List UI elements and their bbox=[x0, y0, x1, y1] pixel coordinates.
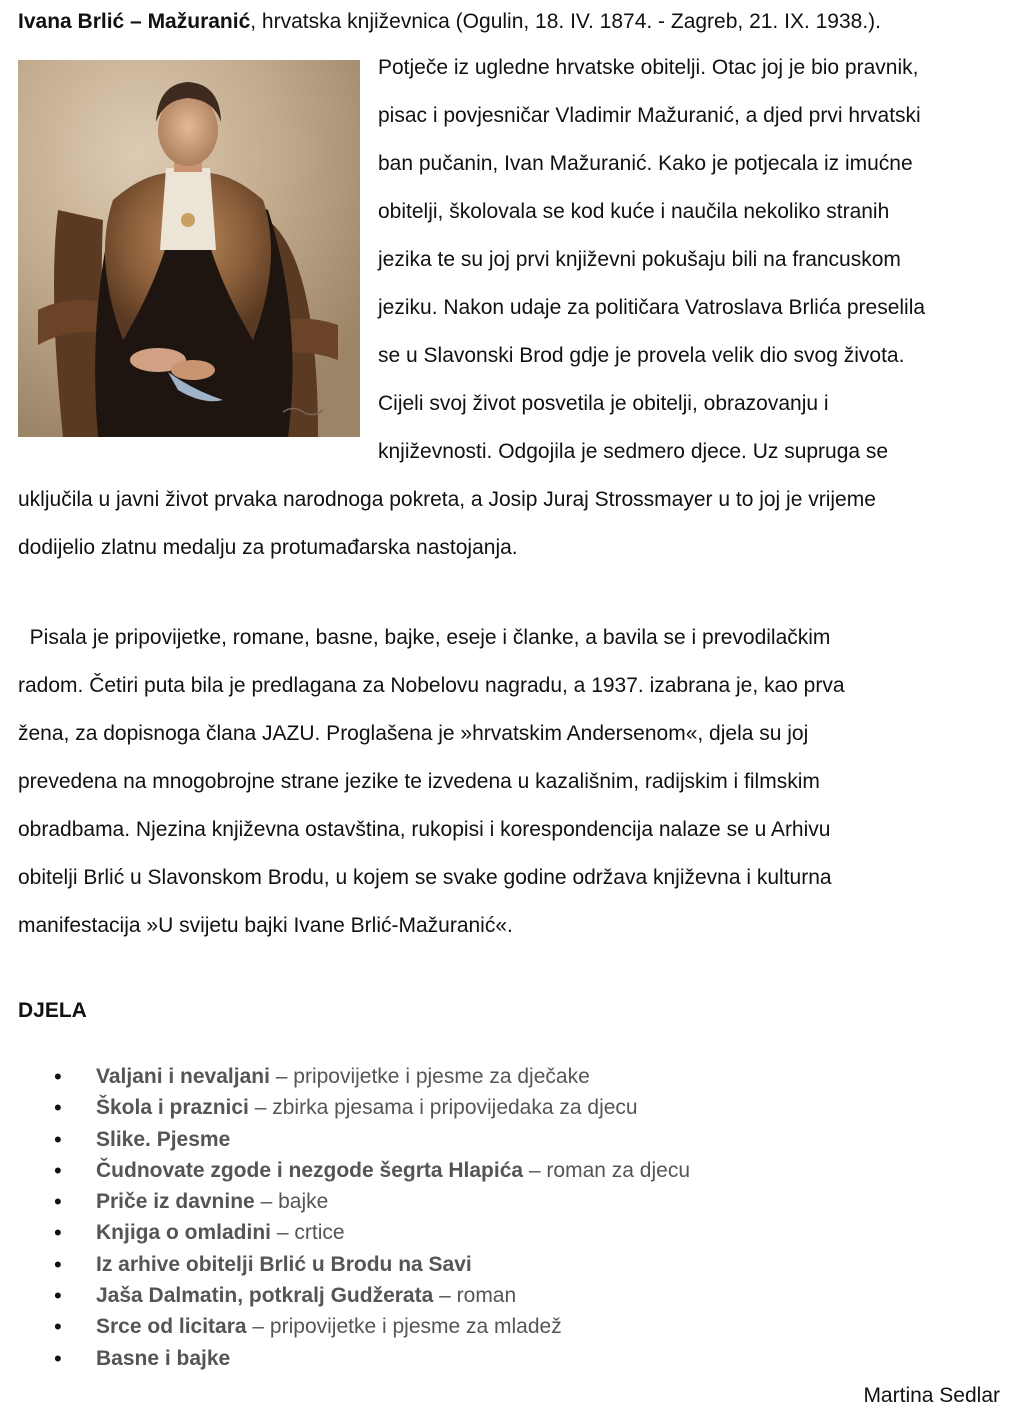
work-entry bbox=[96, 1124, 230, 1155]
work-entry bbox=[96, 1155, 690, 1186]
bio-line: jeziku. Nakon udaje za političara Vatroslava Brlića preselila bbox=[378, 296, 926, 319]
work-title: Slike. Pjesme bbox=[96, 1127, 231, 1151]
bullet-icon: • bbox=[54, 1157, 62, 1183]
bio-line: pisac i povjesničar Vladimir Mažuranić, a djed prvi hrvatski bbox=[378, 104, 921, 127]
work-title: Knjiga o omladini bbox=[96, 1221, 272, 1245]
work-title: Srce od licitara bbox=[96, 1315, 247, 1339]
portrait-painting-icon bbox=[18, 60, 360, 437]
bullet-icon: • bbox=[54, 1126, 62, 1152]
list-item bbox=[0, 1124, 1000, 1155]
work-description: – crtice bbox=[271, 1221, 345, 1245]
bullet-icon: • bbox=[54, 1283, 62, 1309]
works-list bbox=[0, 1061, 1000, 1374]
work-title: Basne i bajke bbox=[96, 1346, 231, 1370]
intro-line bbox=[18, 6, 1008, 38]
author-birth-death: , hrvatska književnica (Ogulin, 18. IV. 1874. - Zagreb, 21. IX. 1938.). bbox=[250, 10, 881, 33]
bullet-icon: • bbox=[54, 1251, 62, 1277]
portrait-image bbox=[18, 60, 360, 437]
work-entry bbox=[96, 1249, 472, 1280]
list-item bbox=[0, 1092, 1000, 1123]
work-description: – bajke bbox=[254, 1190, 329, 1214]
work-entry bbox=[96, 1217, 345, 1248]
work-entry bbox=[96, 1061, 590, 1092]
works-overview-paragraph bbox=[18, 614, 1008, 950]
bullet-icon: • bbox=[54, 1095, 62, 1121]
paragraph-line: radom. Četiri puta bila je predlagana za Nobelovu nagradu, a 1937. izabrana je, kao prva bbox=[18, 674, 845, 697]
work-description: – pripovijetke i pjesme za dječake bbox=[269, 1065, 590, 1088]
bullet-icon: • bbox=[54, 1345, 62, 1371]
bio-line: Cijeli svoj život posvetila je obitelji, obrazovanju i bbox=[378, 392, 829, 415]
bullet-icon: • bbox=[54, 1220, 62, 1246]
bio-line: književnosti. Odgojila je sedmero djece. Uz supruga se bbox=[378, 440, 889, 463]
biography-full-width bbox=[18, 476, 1008, 572]
work-title: Priče iz davnine bbox=[96, 1190, 255, 1214]
bio-line: Potječe iz ugledne hrvatske obitelji. Otac joj je bio pravnik, bbox=[378, 56, 919, 79]
paragraph-line: Pisala je pripovijetke, romane, basne, bajke, eseje i članke, a bavila se i prevodilačkim bbox=[18, 626, 831, 649]
author-name: Ivana Brlić – Mažuranić bbox=[18, 10, 251, 33]
work-entry bbox=[96, 1186, 328, 1217]
list-item bbox=[0, 1155, 1000, 1186]
bullet-icon: • bbox=[54, 1189, 62, 1215]
list-item bbox=[0, 1061, 1000, 1092]
work-entry bbox=[96, 1343, 230, 1374]
work-entry bbox=[96, 1092, 638, 1123]
list-item bbox=[0, 1249, 1000, 1280]
bullet-icon: • bbox=[54, 1314, 62, 1340]
paragraph-line: obradbama. Njezina književna ostavština, rukopisi i korespondencija nalaze se u Arhivu bbox=[18, 818, 831, 841]
bio-line: obitelji, školovala se kod kuće i naučila nekoliko stranih bbox=[378, 200, 890, 223]
work-title: Iz arhive obitelji Brlić u Brodu na Savi bbox=[96, 1252, 472, 1276]
list-item bbox=[0, 1343, 1000, 1374]
biography-wrapped bbox=[378, 44, 1008, 476]
work-description: – roman za djecu bbox=[523, 1158, 691, 1182]
work-title: Valjani i nevaljani bbox=[96, 1065, 270, 1088]
bio-line: dodijelio zlatnu medalju za protumađarska nastojanja. bbox=[18, 536, 518, 559]
paragraph-line: prevedena na mnogobrojne strane jezike te izvedena u kazališnim, radijskim i filmskim bbox=[18, 770, 820, 793]
bio-line: ban pučanin, Ivan Mažuranić. Kako je potjecala iz imućne bbox=[378, 152, 913, 175]
list-item bbox=[0, 1186, 1000, 1217]
bio-line: se u Slavonski Brod gdje je provela velik dio svog života. bbox=[378, 344, 905, 367]
work-description: – pripovijetke i pjesme za mladež bbox=[246, 1315, 562, 1339]
work-description: – roman bbox=[433, 1284, 517, 1308]
paragraph-line: žena, za dopisnoga člana JAZU. Proglašena je »hrvatskim Andersenom«, djela su joj bbox=[18, 722, 809, 745]
bullet-icon: • bbox=[54, 1064, 62, 1089]
work-description: – zbirka pjesama i pripovijedaka za djecu bbox=[248, 1096, 638, 1120]
list-item bbox=[0, 1217, 1000, 1248]
paragraph-line: manifestacija »U svijetu bajki Ivane Brlić-Mažuranić«. bbox=[18, 914, 513, 937]
work-entry bbox=[96, 1280, 516, 1311]
work-title: Škola i praznici bbox=[96, 1096, 249, 1120]
bio-line: jezika te su joj prvi književni pokušaju bili na francuskom bbox=[378, 248, 901, 271]
bio-line: uključila u javni život prvaka narodnoga pokreta, a Josip Juraj Strossmayer u to joj je vrijeme bbox=[18, 488, 876, 511]
work-title: Čudnovate zgode i nezgode šegrta Hlapića bbox=[96, 1158, 524, 1182]
author-signature: Martina Sedlar bbox=[863, 1384, 1000, 1407]
list-item bbox=[0, 1311, 1000, 1342]
paragraph-line: obitelji Brlić u Slavonskom Brodu, u kojem se svake godine održava književna i kulturna bbox=[18, 866, 832, 889]
works-heading: DJELA bbox=[18, 999, 87, 1022]
list-item bbox=[0, 1280, 1000, 1311]
work-entry bbox=[96, 1311, 562, 1342]
work-title: Jaša Dalmatin, potkralj Gudžerata bbox=[96, 1284, 434, 1308]
